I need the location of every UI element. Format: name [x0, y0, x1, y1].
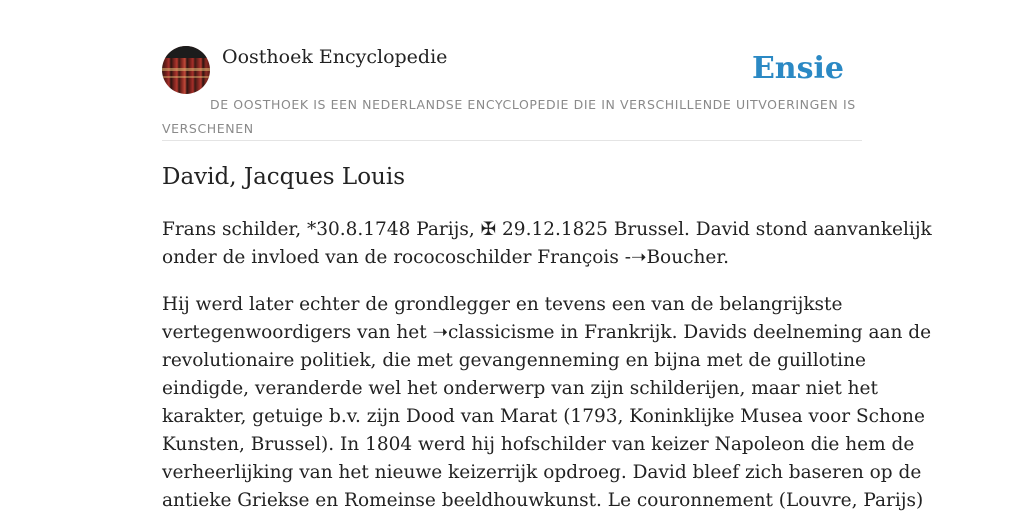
- article-paragraph-2: [162, 291, 932, 512]
- paragraph-line: karakter, getuige b.v. zijn Dood van Marat (1793, Koninklijke Musea voor Schone: [162, 406, 925, 427]
- ensie-logo[interactable]: Ensie: [751, 51, 844, 86]
- paragraph-line: verheerlijking van het nieuwe keizerrijk opdroeg. David bleef zich baseren op de: [162, 462, 922, 483]
- paragraph-line: Frans schilder, *30.8.1748 Parijs, ✠ 29.12.1825 Brussel. David stond aanvankelijk: [162, 219, 932, 240]
- article-title: David, Jacques Louis: [162, 164, 406, 190]
- paragraph-line: revolutionaire politiek, die met gevangenneming en bijna met de guillotine: [162, 350, 866, 371]
- site-title-link[interactable]: Oosthoek Encyclopedie: [222, 46, 448, 68]
- site-header: [162, 0, 862, 141]
- avatar-book-band: [162, 68, 210, 71]
- site-tagline: DE OOSTHOEK IS EEN NEDERLANDSE ENCYCLOPEDIE DIE IN VERSCHILLENDE UITVOERINGEN IS VERSCHENEN: [162, 97, 856, 136]
- encyclopedia-avatar[interactable]: [162, 46, 210, 94]
- avatar-shelf-top: [162, 46, 210, 58]
- avatar-book-band-lower: [162, 76, 210, 78]
- paragraph-line: Hij werd later echter de grondlegger en tevens een van de belangrijkste: [162, 294, 843, 315]
- article-paragraph-1: [162, 216, 932, 272]
- paragraph-line: eindigde, veranderde wel het onderwerp van zijn schilderijen, maar niet het: [162, 378, 878, 399]
- paragraph-line-with-classicisme-link[interactable]: vertegenwoordigers van het ➝classicisme in Frankrijk. Davids deelneming aan de: [162, 322, 932, 343]
- paragraph-line: antieke Griekse en Romeinse beeldhouwkunst. Le couronnement (Louvre, Parijs): [162, 490, 924, 511]
- page-container: [162, 0, 932, 511]
- paragraph-line-with-boucher-link[interactable]: onder de invloed van de rococoschilder François -➝Boucher.: [162, 247, 730, 268]
- paragraph-line: Kunsten, Brussel). In 1804 werd hij hofschilder van keizer Napoleon die hem de: [162, 434, 915, 455]
